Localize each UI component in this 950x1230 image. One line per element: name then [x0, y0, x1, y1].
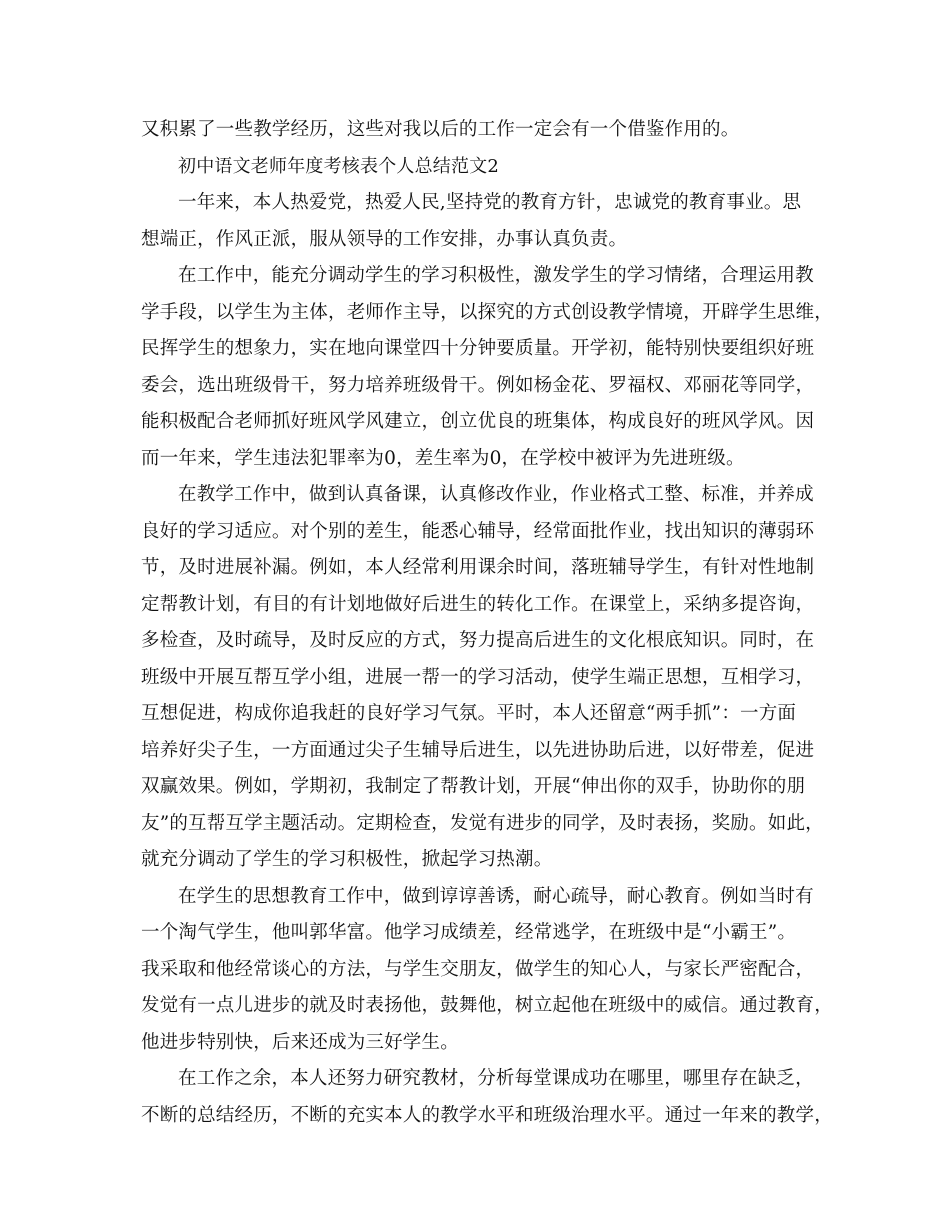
text-line: 委会，选出班级骨干，努力培养班级骨干。例如杨金花、罗福权、邓丽花等同学，	[141, 374, 815, 396]
text-line: 就充分调动了学生的学习积极性，掀起学习热潮。	[141, 849, 553, 870]
text-line: 培养好尖子生，一方面通过尖子生辅导后进生，以先进协助后进，以好带差，促进	[141, 739, 815, 761]
text-line: 他进步特别快，后来还成为三好学生。	[141, 1031, 459, 1053]
text-line: 一年来，本人热爱党，热爱人民,坚持党的教育方针，忠诚党的教育事业。思	[178, 192, 802, 213]
text-line: 在学生的思想教育工作中，做到谆谆善诱，耐心疏导，耐心教育。例如当时有	[178, 885, 814, 907]
text-line: 又积累了一些教学经历，这些对我以后的工作一定会有一个借鉴作用的。	[141, 119, 740, 140]
text-line: 在工作之余，本人还努力研究教材，分析每堂课成功在哪里，哪里存在缺乏，	[178, 1068, 814, 1089]
text-line: 班级中开展互帮互学小组，进展一帮一的学习活动，使学生端正思想，互相学习，	[141, 666, 815, 688]
text-line: 而一年来，学生违法犯罪率为0，差生率为0，在学校中被评为先进班级。	[141, 447, 745, 469]
section-title: 初中语文老师年度考核表个人总结范文2	[178, 155, 500, 177]
text-line: 一个淘气学生，他叫郭华富。他学习成绩差，经常逃学，在班级中是“小霸王”。	[141, 922, 797, 943]
text-line: 我采取和他经常谈心的方法，与学生交朋友，做学生的知心人，与家长严密配合，	[141, 958, 815, 980]
text-line: 不断的总结经历，不断的充实本人的教学水平和班级治理水平。通过一年来的教学，	[141, 1104, 833, 1126]
text-line: 发觉有一点儿进步的就及时表扬他，鼓舞他，树立起他在班级中的威信。通过教育，	[141, 995, 833, 1016]
text-line: 多检查，及时疏导，及时反应的方式，努力提高后进生的文化根底知识。同时，在	[141, 630, 815, 651]
text-line: 想端正，作风正派，服从领导的工作安排，办事认真负责。	[141, 228, 628, 250]
text-line: 民挥学生的想象力，实在地向课堂四十分钟要质量。开学初，能特别快要组织好班	[141, 338, 815, 359]
text-line: 友”的互帮互学主题活动。定期检查，发觉有进步的同学，及时表扬，奖励。如此，	[141, 812, 824, 834]
text-line: 学手段，以学生为主体，老师作主导，以探究的方式创设教学情境，开辟学生思维，	[141, 301, 833, 323]
document-body	[141, 112, 833, 1134]
text-line: 良好的学习适应。对个别的差生，能悉心辅导，经常面批作业，找出知识的薄弱环	[141, 520, 815, 542]
text-line: 在工作中，能充分调动学生的学习积极性，激发学生的学习情绪，合理运用教	[178, 265, 814, 286]
text-line: 定帮教计划，有目的有计划地做好后进生的转化工作。在课堂上，采纳多提咨询，	[141, 593, 815, 615]
text-line: 能积极配合老师抓好班风学风建立，创立优良的班集体，构成良好的班风学风。因	[141, 411, 815, 432]
text-line: 双赢效果。例如，学期初，我制定了帮教计划，开展“伸出你的双手，协助你的朋	[141, 776, 806, 797]
text-line: 节，及时进展补漏。例如，本人经常利用课余时间，落班辅导学生，有针对性地制	[141, 557, 815, 578]
text-line: 在教学工作中，做到认真备课，认真修改作业，作业格式工整、标准，并养成	[178, 484, 814, 505]
text-line: 互想促进，构成你追我赶的良好学习气氛。平时，本人还留意“两手抓”：一方面	[141, 703, 797, 724]
